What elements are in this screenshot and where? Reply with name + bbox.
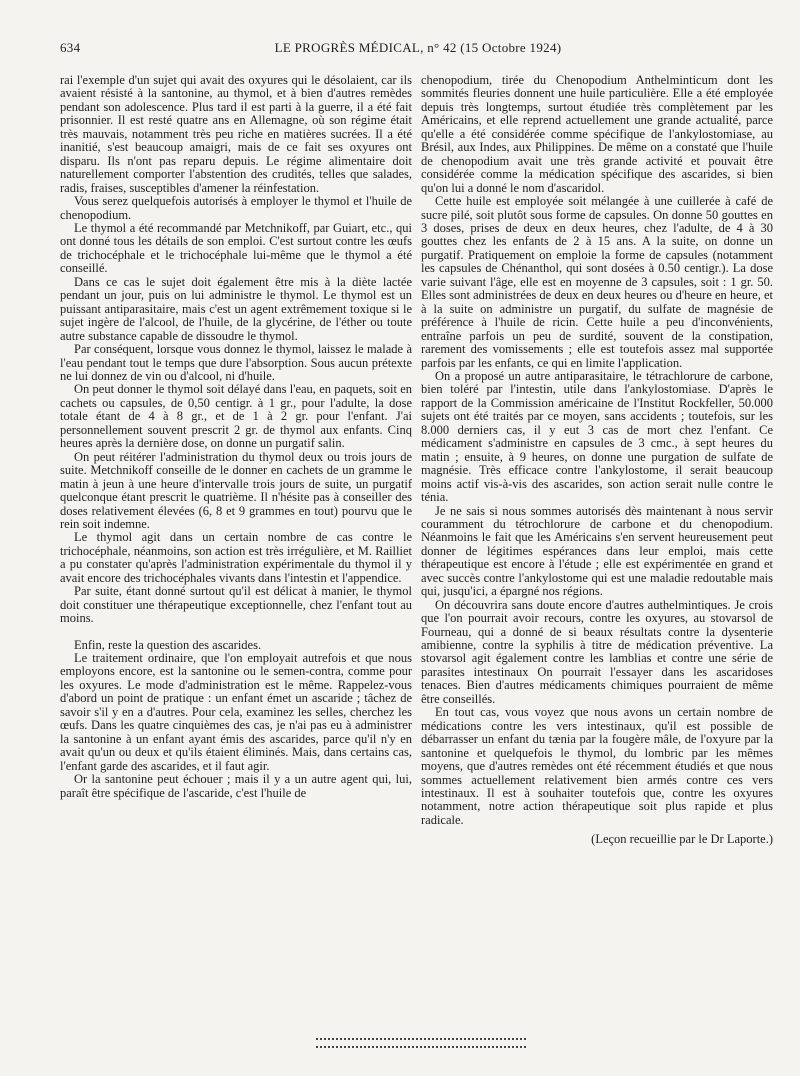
paragraph: On découvrira sans doute encore d'autres authelmintiques. Je crois que l'on pourrait avoir recours, contre les oxyures, au stovarsol de Fourneau, qui a donné de si beaux résultats contre la dysenterie amibienne, contre la syphilis à titre de médication préventive. La stovarsol agit également contre les lamblias et contre une série de parasites intestinaux On pourrait l'essayer dans les ascaridoses tenaces. Bien d'autres médicaments chimiques pourraient de même être conseillés. <box>421 597 773 706</box>
paragraph: chenopodium, tirée du Chenopodium Anthelminticum dont les sommités fleuries donnent une huile particulière. Elle a été employée depuis très longtemps, surtout étudiée très complètement par les Américains, et elle reprend actuellement une grande actualité, parce qu'elle a été considérée comme spécifique de l'ankylostomiase, au Brésil, aux Indes, aux Philippines. De même on a constaté que l'huile de chenopodium avait une très grande activité et pouvait être considérée comme la médication spécifique des ascarides, si bien qu'on lui a donné le nom d'ascaridol. <box>421 73 773 195</box>
left-column <box>60 74 412 800</box>
paragraph: On peut donner le thymol soit délayé dans l'eau, en paquets, soit en cachets ou capsules, de 0,50 centigr. à 1 gr., pour l'adulte, la dose totale étant de 4 à 8 gr., et de 1 à 2 gr. pour l'enfant. J'ai personnellement souvent prescrit 2 gr. de thymol aux enfants. Cinq heures après la dernière dose, on donne un purgatif salin. <box>60 382 412 451</box>
paragraph: En tout cas, vous voyez que nous avons un certain nombre de médications contre les vers intestinaux, qu'il est possible de débarrasser un enfant du tænia par la fougère mâle, de l'oxyure par la santonine et quelquefois le thymol, du lombric par les mêmes moyens, que d'autres remèdes ont été récemment étudiés et que nous sommes actuellement relativement bien armés contre ces vers intestinaux. Il est à souhaiter toutefois que, contre les oxyures notamment, notre action thérapeutique soit plus rapide et plus radicale. <box>421 705 773 827</box>
paragraph: Vous serez quelquefois autorisés à employer le thymol et l'huile de chenopodium. <box>60 194 412 222</box>
paragraph: Or la santonine peut échouer ; mais il y a un autre agent qui, lui, paraît être spécifique de l'ascaride, c'est l'huile de <box>60 772 412 800</box>
paragraph: Le thymol a été recommandé par Metchnikoff, par Guiart, etc., qui ont donné tous les détails de son emploi. C'est surtout contre les œufs de trichocéphale et le trichocéphale lui-même que le thymol a été conseillé. <box>60 220 412 276</box>
paragraph: Cette huile est employée soit mélangée à une cuillerée à café de sucre pilé, soit plutôt sous forme de capsules. On donne 50 gouttes en 3 doses, prises de deux en deux heures, chez l'adulte, de 4 à 30 gouttes chez les enfants de 2 à 15 ans. A la suite, on donne un purgatif. Pratiquement on emploie la forme de capsules (notamment les capsules de Chénanthol, qui sont dosées à 0.50 centigr.). La dose varie suivant l'âge, elle est en moyenne de 3 capsules, soit : 1 gr. 50. Elles sont administrées de deux en deux heures ou d'heure en heure, et à la suite on administre un purgatif, du sulfate de magnésie de préférence à l'huile de ricin. Cette huile a peu d'inconvénients, entraîne parfois un peu de surdité, souvent de la constipation, rarement des vomissements ; elle est toutefois assez mal supportée parfois par les enfants, ce qui en limite l'application. <box>421 194 773 370</box>
paragraph: Le traitement ordinaire, que l'on employait autrefois et que nous employons encore, est la santonine ou le semen-contra, comme pour les oxyures. Le mode d'administration est le même. Rappelez-vous d'abord un point de pratique : un enfant émet un ascaride ; tâchez de savoir s'il y en a d'autres. Pour cela, examinez les selles, cherchez les œufs. Dans les quatre cinquièmes des cas, je n'ai pas eu à administrer la santonine à un enfant ayant émis des ascarides, parce qu'il n'y en avait qu'un ou deux et qu'ils étaient éliminés. Mais, dans certains cas, l'enfant garde des ascarides, et il faut agir. <box>60 651 412 773</box>
page-number: 634 <box>60 40 81 55</box>
paragraph: Le thymol agit dans un certain nombre de cas contre le trichocéphale, néanmoins, son action est très irrégulière, et M. Railliet a pu constater qu'après l'administration expérimentale du thymol il y avait encore des trichocéphales vivants dans l'intestin et l'appendice. <box>60 530 412 585</box>
paragraph: Dans ce cas le sujet doit également être mis à la diète lactée pendant un jour, puis on lui administre le thymol. Le thymol est un puissant antiparasitaire, mais c'est un agent extrêmement toxique si le sujet ingère de l'alcool, de l'huile, de la glycérine, de l'éther ou toute autre substance capable de dissoudre le thymol. <box>60 274 412 343</box>
paragraph: rai l'exemple d'un sujet qui avait des oxyures qui le désolaient, car ils avaient résisté à la santonine, au thymol, et à bien d'autres remèdes pendant son adolescence. Plus tard il est parti à la guerre, il a été fait prisonnier. Il est resté quatre ans en Allemagne, où son régime était très mauvais, notamment très peu riche en matières sucrées. Il a été inanitié, s'est beaucoup amaigri, mais de ce fait ses oxyures ont disparu. Ils n'ont pas reparu depuis. Le régime alimentaire doit naturellement comporter l'abstention des crudités, telles que salades, radis, fraises, susceptibles d'amener la réinfestation. <box>60 73 412 195</box>
paragraph: On peut réitérer l'administration du thymol deux ou trois jours de suite. Metchnikoff conseille de le donner en cachets de un gramme le matin à jeun à une heure d'intervalle trois jours de suite, un purgatif quelconque étant prescrit le quatrième. Il n'hésite pas à conseiller des doses relativement élevées (6, 8 et 9 grammes en tout) pourvu que le rein soit indemne. <box>60 449 412 531</box>
paragraph: Enfin, reste la question des ascarides. <box>74 637 262 652</box>
paragraph: Par conséquent, lorsque vous donnez le thymol, laissez le malade à l'eau pendant tout le temps que dure l'absorption. Sous aucun prétexte ne lui donnez de vin ou d'alcool, ni d'huile. <box>60 342 412 383</box>
right-column <box>421 74 773 847</box>
paragraph: On a proposé un autre antiparasitaire, le tétrachlorure de carbone, bien toléré par l'intestin, utile dans l'ankylostomiase. D'après le rapport de la Commission américaine de l'Institut Rockfeller, 50.000 sujets ont été traités par ce moyen, sans accidents ; toutefois, sur les 8.000 derniers cas, il y eut 3 cas de mort chez l'enfant. Ce médicament s'administre en capsules de 3 cmc., à sept heures du matin ; ensuite, à 9 heures, on donne une purgation de sulfate de magnésie. Très efficace contre l'ankylostome, il serait beaucoup moins actif vis-à-vis des ascarides, son action serait nulle contre le ténia. <box>421 368 773 505</box>
paragraph: Par suite, étant donné surtout qu'il est délicat à manier, le thymol doit constituer une thérapeutique exceptionnelle, chez l'enfant tout au moins. <box>60 584 412 626</box>
running-title: LE PROGRÈS MÉDICAL, n° 42 (15 Octobre 1924) <box>274 40 562 55</box>
signature: (Leçon recueillie par le Dr Laporte.) <box>591 832 773 847</box>
decorative-rule <box>316 1038 526 1048</box>
paragraph: Je ne sais si nous sommes autorisés dès maintenant à nous servir couramment du tétrochlorure de carbone et du chenopodium. Néanmoins le fait que les Américains s'en servent heureusement peut donner de légitimes espérances dans leur emploi, mais cette thérapeutique est encore à l'étude ; elle est expérimentée en grand et avec succès contre l'ankylostome qui est une maladie redoutable mais qui, jusqu'ici, a épargné nos régions. <box>421 503 773 599</box>
page-header <box>60 36 776 58</box>
